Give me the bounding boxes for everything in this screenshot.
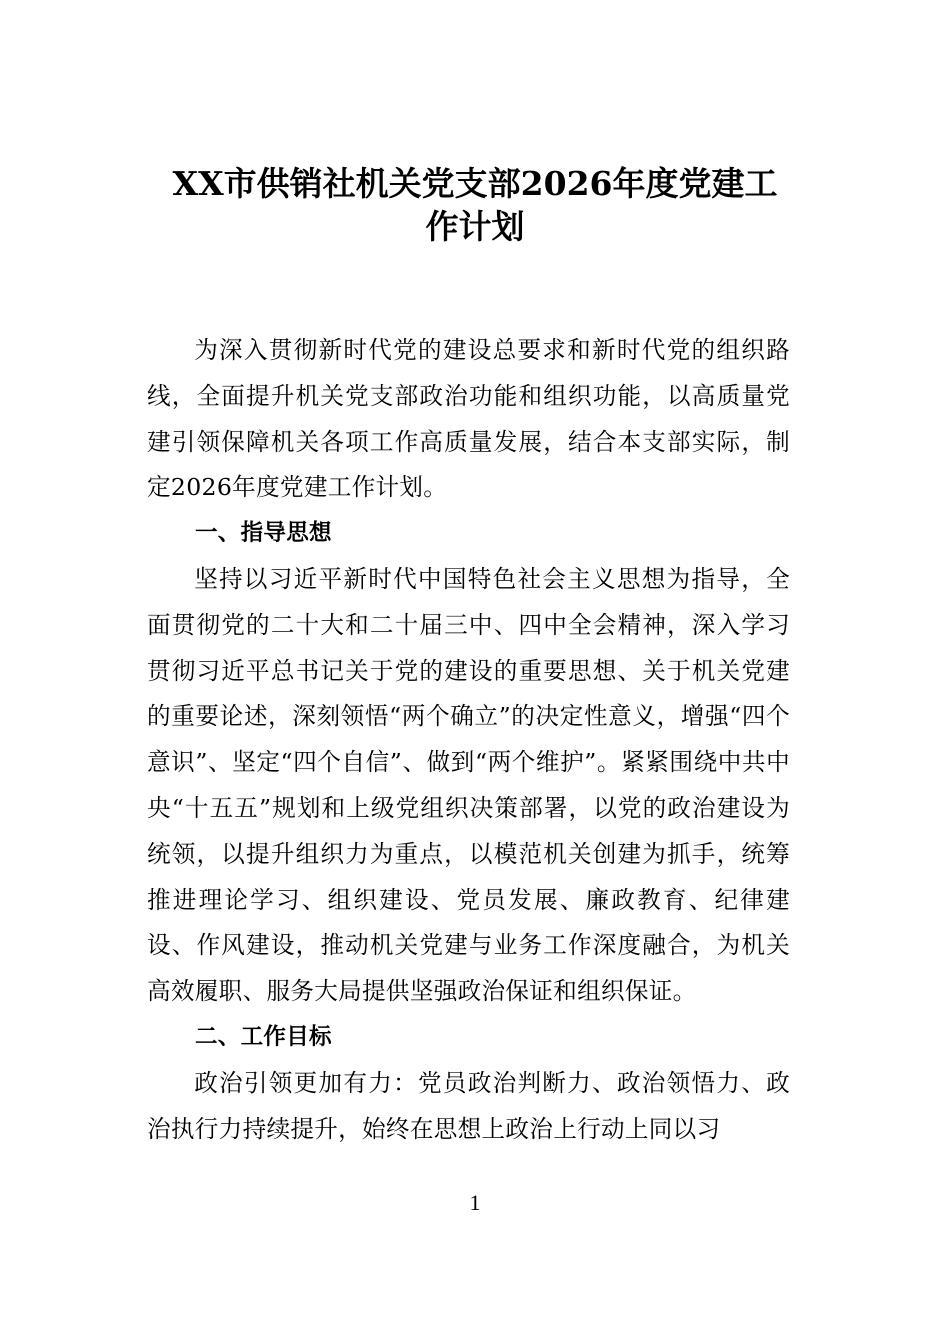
document-title-line-2: 作计划 xyxy=(425,207,525,246)
work-goals-paragraph: 政治引领更加有力：党员政治判断力、政治领悟力、政治执行力持续提升，始终在思想上政治上行动上同以习 xyxy=(147,1068,790,1143)
page-number: 1 xyxy=(469,1190,481,1215)
intro-paragraph: 为深入贯彻新时代党的建设总要求和新时代党的组织路线，全面提升机关党支部政治功能和组织功能，以高质量党建引领保障机关各项工作高质量发展，结合本支部实际，制定2026年度党建工作计划。 xyxy=(147,336,790,502)
guiding-ideology-paragraph: 坚持以习近平新时代中国特色社会主义思想为指导，全面贯彻党的二十大和二十届三中、四中全会精神，深入学习贯彻习近平总书记关于党的建设的重要思想、关于机关党建的重要论述，深刻领悟“两个确立”的决定性意义，增强“四个意识”、坚定“四个自信”、做到“两个维护”。紧紧围绕中共中央“十五五”规划和上级党组织决策部署，以党的政治建设为统领，以提升组织力为重点，以模范机关创建为抓手，统筹推进理论学习、组织建设、党员发展、廉政教育、纪律建设、作风建设，推动机关党建与业务工作深度融合，为机关高效履职、服务大局提供坚强政治保证和组织保证。 xyxy=(147,564,790,1006)
document-title-line-1: XX市供销社机关党支部2026年度党建工 xyxy=(172,164,778,203)
document-body xyxy=(147,328,790,1152)
section-heading-work-goals: 二、工作目标 xyxy=(195,1023,332,1050)
section-heading-guiding-ideology: 一、指导思想 xyxy=(195,520,332,547)
